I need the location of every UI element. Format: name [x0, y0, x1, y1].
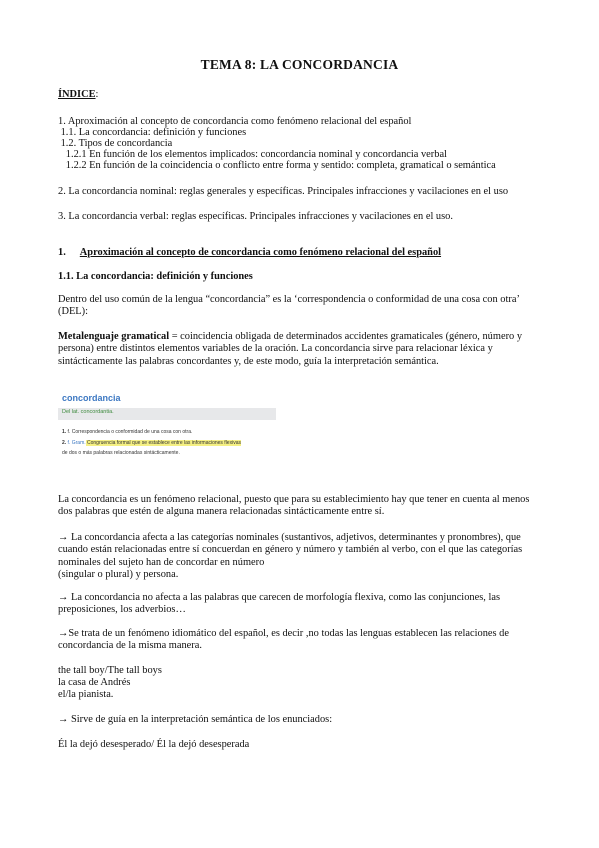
definition-1-number: 1. — [62, 429, 67, 435]
index-line-1: 1. Aproximación al concepto de concordancia como fenómeno relacional del español — [58, 116, 412, 127]
section-1-number: 1. — [58, 247, 66, 258]
index-line-1-2-2: 1.2.2 En función de la coincidencia o conflicto entre forma y sentido: completa, gramatical o semántica — [58, 160, 496, 171]
definition-2-mark: f. Gram. — [66, 440, 86, 446]
categories-text: → La concordancia afecta a las categorías nominales (sustantivos, adjetivos, determinantes y pronombres), que cuando están relacionadas entre sí concuerdan en género y número y también al verbo, con el que las categorías nominales del sujeto han de concordar en número — [58, 532, 523, 568]
subsection-heading: 1.1. La concordancia: definición y funciones — [58, 271, 253, 282]
dictionary-definition-2 — [62, 440, 241, 446]
index-colon: : — [95, 89, 99, 100]
index-heading: ÍNDICE — [58, 89, 96, 100]
index-heading-line — [58, 88, 98, 101]
example-line-1: the tall boy/The tall boys — [58, 665, 162, 676]
page-title: TEMA 8: LA CONCORDANCIA — [200, 57, 399, 72]
final-example: Él la dejó desesperado/ Él la dejó desesperada — [58, 739, 250, 750]
example-line-3: el/la pianista. — [58, 689, 114, 700]
metalanguage-paragraph — [58, 331, 544, 368]
definition-paragraph: Dentro del uso común de la lengua “concordancia” es la ‘correspondencia o conformidad de una cosa con otra’ (DEL): — [58, 294, 520, 318]
index-line-1-2-1: 1.2.1 En función de los elementos implicados: concordancia nominal y concordancia verbal — [58, 149, 447, 160]
dictionary-screenshot — [58, 390, 276, 466]
index-item-2: 2. La concordancia nominal: reglas generales y específicas. Principales infracciones y vacilaciones en el uso — [58, 186, 509, 197]
dictionary-origin: Del lat. concordantia. — [62, 409, 114, 415]
dictionary-definition-2-cont: de dos o más palabras relacionadas sintácticamente. — [62, 450, 180, 456]
index-line-1-2: 1.2. Tipos de concordancia — [58, 138, 173, 149]
dictionary-headword: concordancia — [62, 393, 121, 403]
idiomatic-paragraph: →Se trata de un fenómeno idiomático del español, es decir ,no todas las lenguas establecen las relaciones de concordancia de la misma manera. — [58, 628, 509, 652]
definition-2-text: Congruencia formal que se establece entre las informaciones flexivas — [85, 440, 241, 446]
index-line-1-1: 1.1. La concordancia: definición y funciones — [58, 127, 247, 138]
dictionary-origin-bar — [58, 408, 276, 420]
guide-paragraph: → Sirve de guía en la interpretación semántica de los enunciados: — [58, 714, 333, 725]
definition-2-number: 2. — [62, 440, 67, 446]
index-item-3: 3. La concordancia verbal: reglas específicas. Principales infracciones y vacilaciones en el uso. — [58, 211, 453, 222]
section-1-title: Aproximación al concepto de concordancia como fenómeno relacional del español — [79, 247, 442, 258]
metalanguage-term: Metalenguaje gramatical — [58, 331, 170, 342]
categories-tail: (singular o plural) y persona. — [58, 569, 179, 581]
example-line-2: la casa de Andrés — [58, 677, 131, 688]
section-1-heading — [58, 246, 441, 259]
dictionary-definition-1 — [62, 429, 192, 435]
non-flexive-paragraph: → La concordancia no afecta a las palabras que carecen de morfología flexiva, como las conjunciones, las preposiciones, los adverbios… — [58, 592, 500, 616]
metalanguage-text: = coincidencia obligada de determinados accidentes gramaticales (género, número y persona) entre distintos elementos variables de la oración. La concordancia sirve para relacionar léxica y sintácticamente las palabras concordantes y, de este modo, guía la interpretación semántica. — [58, 331, 523, 367]
relational-paragraph: La concordancia es un fenómeno relacional, puesto que para su establecimiento hay que tener en cuenta al menos dos palabras que estén de alguna manera relacionadas sintácticamente entre sí. — [58, 494, 530, 518]
definition-1-text: f. Correspondencia o conformidad de una cosa con otra. — [66, 429, 193, 435]
categories-paragraph — [58, 532, 544, 582]
